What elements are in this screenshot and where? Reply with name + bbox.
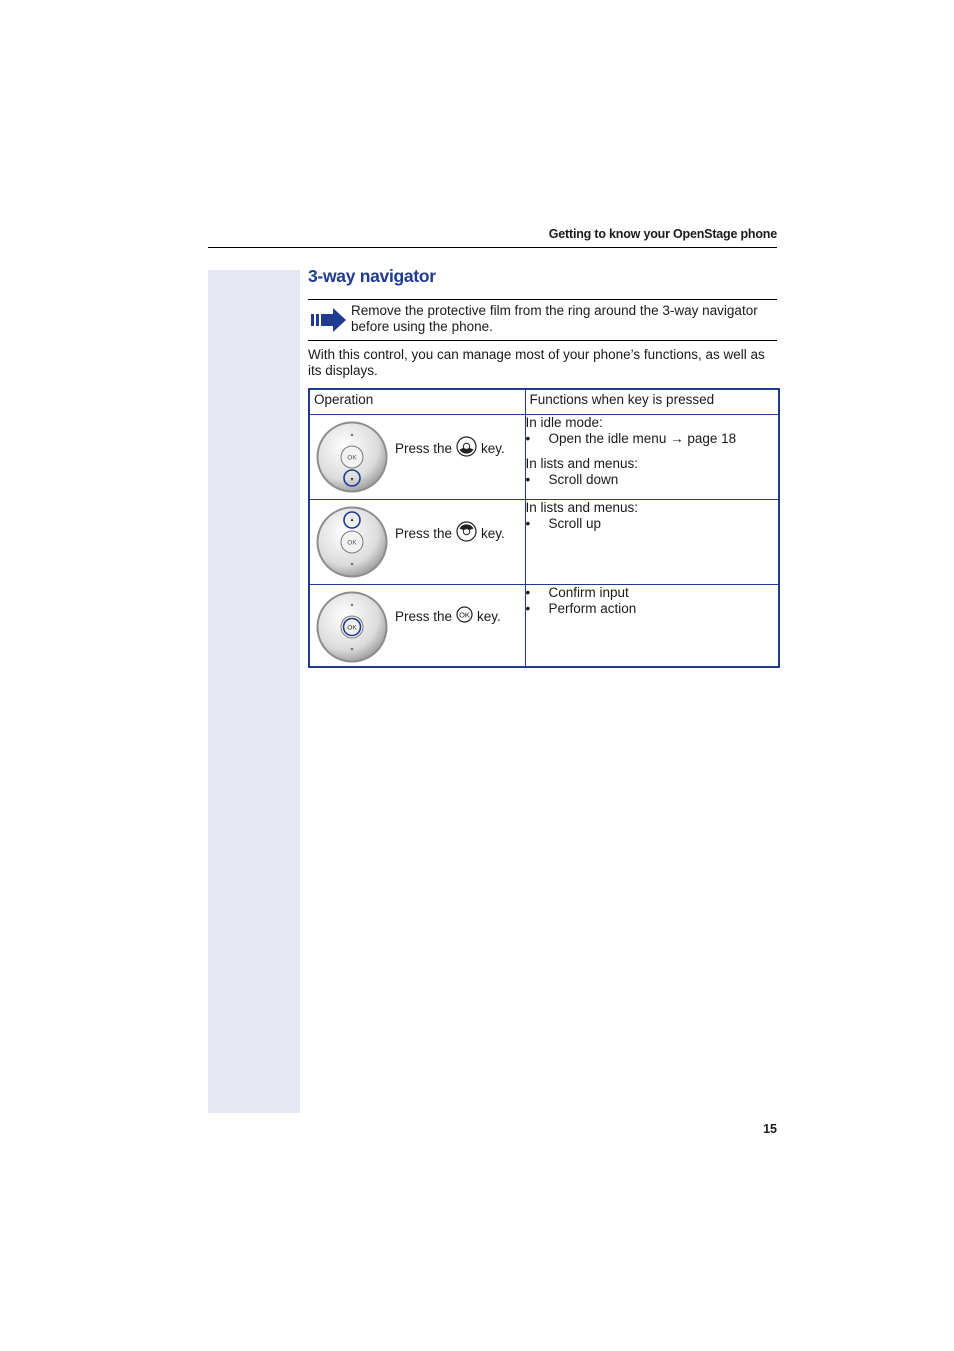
- press-prefix: Press the: [395, 525, 453, 541]
- press-prefix: Press the: [395, 440, 453, 456]
- table-header-row: [309, 389, 779, 415]
- function-item: • Scroll up: [526, 516, 779, 532]
- up-key-icon: [456, 521, 477, 546]
- svg-text:OK: OK: [347, 624, 357, 632]
- operation-instruction: [395, 606, 501, 627]
- function-group-title: In lists and menus:: [525, 500, 639, 515]
- function-item: • Scroll down: [526, 472, 779, 488]
- function-group-title: In idle mode:: [525, 415, 603, 430]
- function-item: • Confirm input: [526, 585, 779, 601]
- arrow-right-icon: →: [670, 431, 684, 446]
- function-item: • Perform action: [526, 601, 779, 617]
- column-header-operation: Operation: [309, 389, 525, 415]
- navigator-functions-table: [308, 388, 780, 668]
- navigator-ok-highlight-icon: [315, 590, 389, 668]
- svg-text:OK: OK: [347, 454, 357, 462]
- operation-cell: [309, 585, 525, 668]
- press-prefix: Press the: [395, 608, 453, 624]
- down-key-icon: [456, 436, 477, 461]
- press-suffix: key.: [477, 608, 501, 624]
- function-item: • Open the idle menu → page 18: [526, 431, 779, 447]
- ok-key-icon: [456, 606, 473, 627]
- operation-instruction: [395, 521, 505, 546]
- intro-paragraph: With this control, you can manage most of your phone’s functions, as well as its displays.: [308, 347, 765, 378]
- functions-cell: [525, 585, 779, 668]
- svg-text:OK: OK: [459, 610, 470, 620]
- press-suffix: key.: [481, 525, 505, 541]
- note-box: [308, 299, 777, 341]
- navigator-up-highlight-icon: [315, 505, 389, 583]
- function-group-title: In lists and menus:: [525, 456, 639, 471]
- press-suffix: key.: [481, 440, 505, 456]
- operation-cell: [309, 415, 525, 500]
- running-header: [208, 227, 777, 248]
- table-row: [309, 415, 779, 500]
- running-header-title: Getting to know your OpenStage phone: [548, 227, 777, 241]
- section-title: 3-way navigator: [308, 266, 436, 286]
- page-reference-link[interactable]: page 18: [687, 431, 737, 446]
- arrow-right-icon: [309, 308, 347, 337]
- note-text: Remove the protective film from the ring around the 3-way navigator before using the phone.: [351, 303, 758, 334]
- table-row: [309, 500, 779, 585]
- table-row: [309, 585, 779, 668]
- operation-cell: [309, 500, 525, 585]
- functions-cell: [525, 415, 779, 500]
- column-header-functions: Functions when key is pressed: [525, 389, 779, 415]
- navigator-down-highlight-icon: [315, 420, 389, 498]
- functions-cell: [525, 500, 779, 585]
- operation-instruction: [395, 436, 505, 461]
- page-sidebar-band: [208, 270, 300, 1113]
- page-number: 15: [763, 1122, 777, 1136]
- svg-text:OK: OK: [347, 539, 357, 547]
